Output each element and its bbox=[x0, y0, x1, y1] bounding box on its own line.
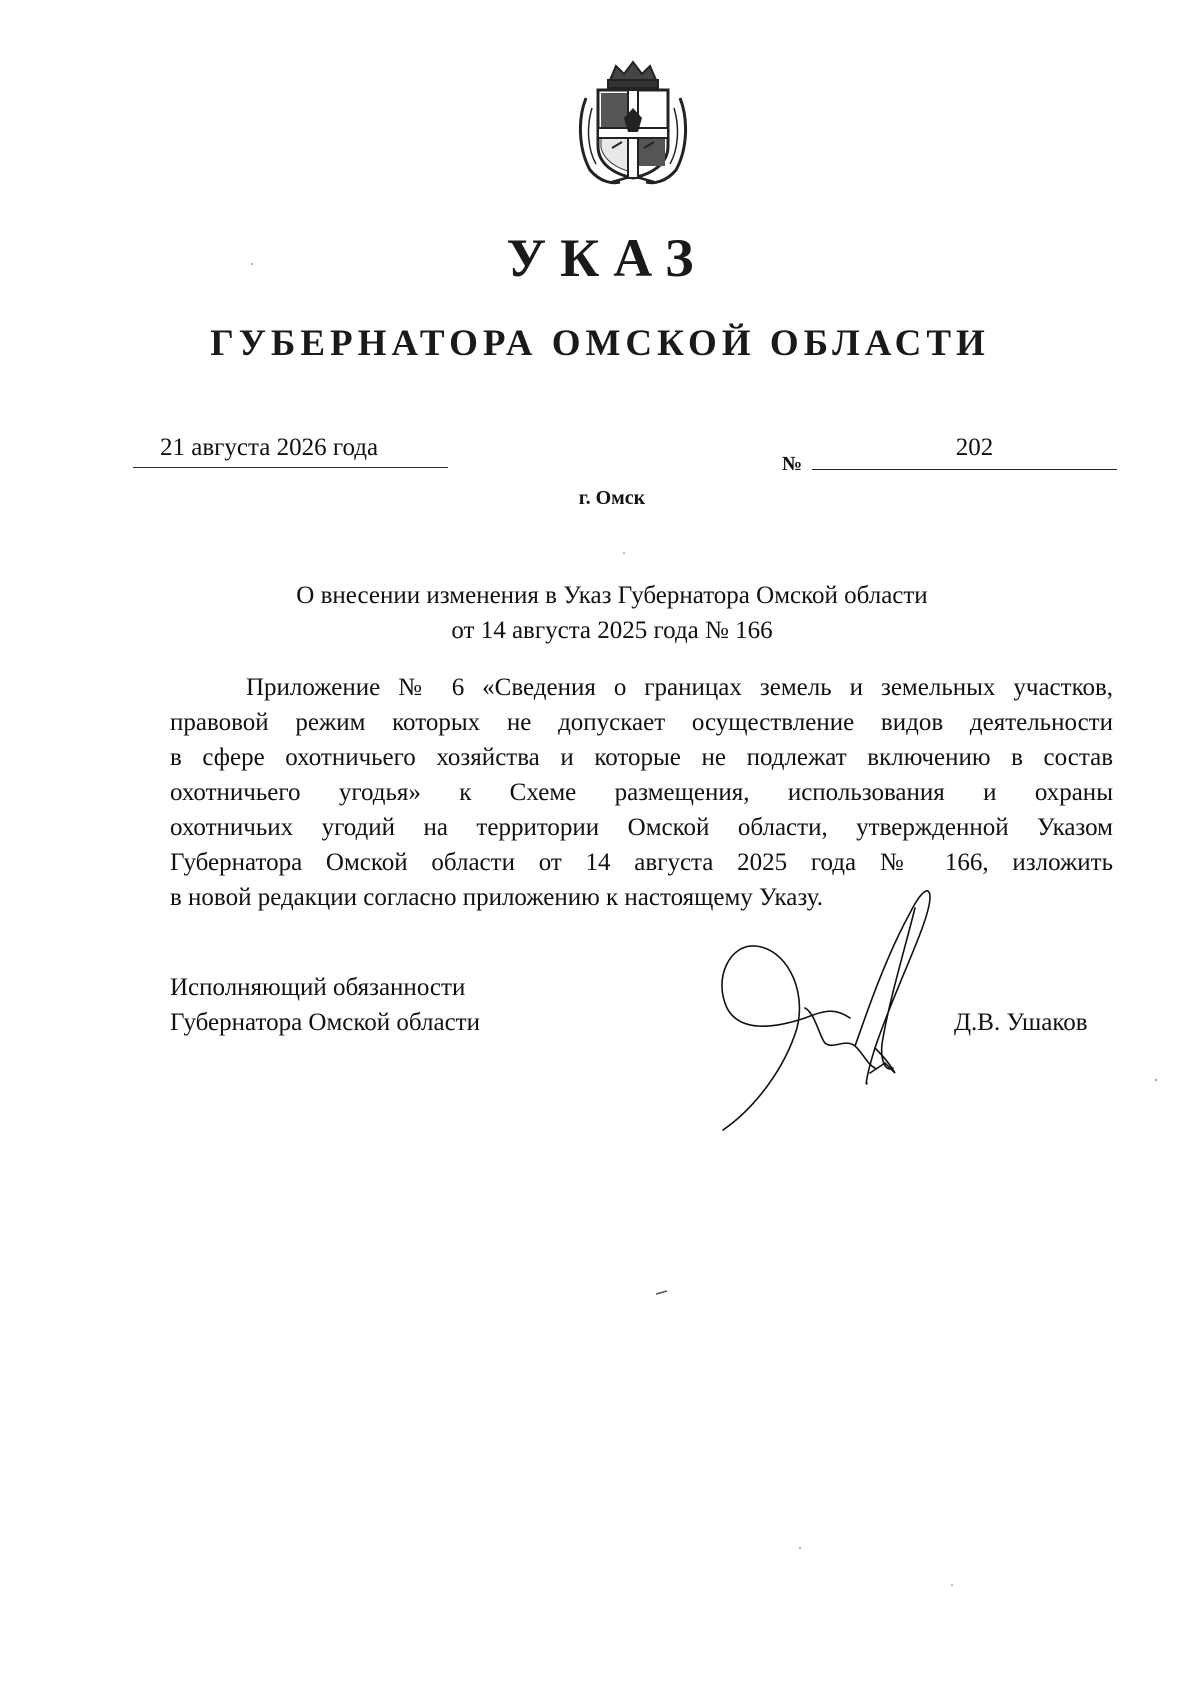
subject-line: О внесении изменения в Указ Губернатора Омской области bbox=[296, 582, 928, 609]
decree-date: 21 августа 2026 года bbox=[160, 434, 379, 461]
scan-speck bbox=[950, 1583, 954, 1587]
signatory-position bbox=[170, 970, 480, 1040]
body-line: в новой редакции согласно приложению к настоящему Указу. bbox=[170, 884, 823, 911]
body-line: охотничьих угодий на территории Омской области, утвержденной Указом bbox=[170, 814, 1113, 841]
scan-speck bbox=[1154, 1078, 1158, 1082]
scan-speck bbox=[798, 1546, 802, 1550]
body-line: Губернатора Омской области от 14 августа 2025 года № 166, изложить bbox=[170, 849, 1113, 876]
signatory-name: Д.В. Ушаков bbox=[954, 1009, 1088, 1036]
position-line: Исполняющий обязанности bbox=[170, 974, 466, 1001]
position-line: Губернатора Омской области bbox=[170, 1009, 480, 1036]
scan-speck bbox=[250, 262, 254, 266]
city-label: г. Омск bbox=[578, 487, 646, 509]
body-line: правовой режим которых не допускает осуществление видов деятельности bbox=[170, 709, 1113, 736]
document-title: УКАЗ bbox=[506, 228, 708, 288]
document-subtitle: ГУБЕРНАТОРА ОМСКОЙ ОБЛАСТИ bbox=[210, 323, 990, 364]
number-underline bbox=[812, 469, 1117, 470]
decree-subject bbox=[0, 578, 1200, 648]
subject-line: от 14 августа 2025 года № 166 bbox=[451, 617, 773, 644]
omsk-region-coat-of-arms-icon bbox=[572, 58, 694, 188]
handwritten-signature-icon bbox=[715, 868, 1015, 1138]
body-line: охотничьего угодья» к Схеме размещения, использования и охраны bbox=[170, 779, 1113, 806]
body-line: в сфере охотничьего хозяйства и которые не подлежат включению в состав bbox=[170, 744, 1113, 771]
decree-number: 202 bbox=[955, 434, 994, 461]
scan-speck bbox=[622, 551, 626, 555]
number-sign: № bbox=[782, 453, 803, 475]
scan-speck bbox=[655, 1290, 669, 1296]
date-underline bbox=[133, 467, 448, 468]
body-line: Приложение № 6 «Сведения о границах земель и земельных участков, bbox=[246, 674, 1113, 701]
decree-number-field bbox=[812, 432, 1117, 470]
decree-date-field bbox=[133, 432, 448, 468]
